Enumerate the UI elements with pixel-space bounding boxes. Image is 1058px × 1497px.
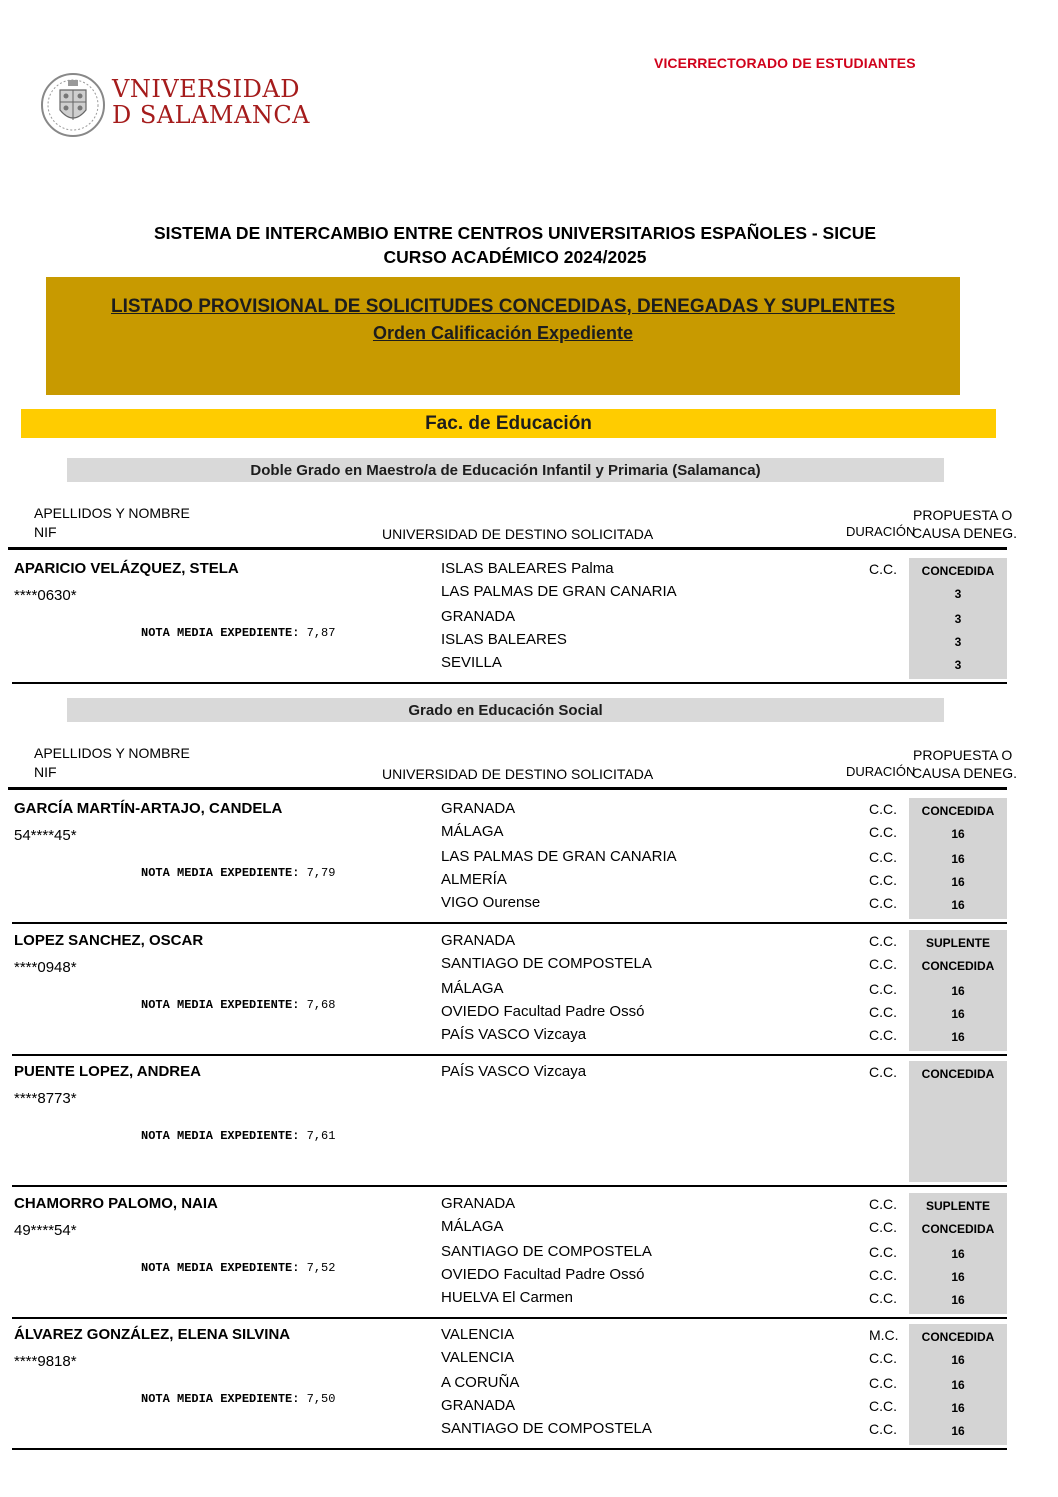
destination-university: GRANADA — [441, 608, 516, 625]
record-separator — [12, 1054, 1007, 1056]
nota-media-value: 7,52 — [306, 1261, 336, 1275]
destination-university: MÁLAGA — [441, 1218, 504, 1235]
record-separator — [12, 1317, 1007, 1319]
nota-media-label: NOTA MEDIA EXPEDIENTE: — [141, 1261, 300, 1275]
student-record — [0, 1324, 1058, 1454]
logo-wordmark-line1: VNIVERSIDAD — [112, 75, 300, 103]
duration-value: C.C. — [869, 1267, 897, 1283]
student-record — [0, 1061, 1058, 1191]
student-nif: 54****45* — [14, 827, 77, 844]
nota-media-value: 7,87 — [306, 626, 336, 640]
duration-value: C.C. — [869, 1196, 897, 1212]
student-nif: ****0948* — [14, 959, 77, 976]
result-value: CONCEDIDA — [921, 1067, 995, 1081]
record-separator — [12, 1448, 1007, 1450]
student-record — [0, 558, 1058, 688]
col-propuesta: PROPUESTA O — [913, 747, 1013, 763]
duration-value: C.C. — [869, 824, 897, 840]
record-separator — [12, 1185, 1007, 1187]
col-nif: NIF — [34, 524, 57, 540]
destination-university: PAÍS VASCO Vizcaya — [441, 1026, 587, 1043]
result-value: 16 — [951, 898, 965, 912]
destination-university: HUELVA El Carmen — [441, 1289, 573, 1306]
student-name: LOPEZ SANCHEZ, OSCAR — [14, 932, 204, 949]
duration-value: C.C. — [869, 1290, 897, 1306]
duration-value: C.C. — [869, 1375, 897, 1391]
result-value: 16 — [951, 827, 965, 841]
col-propuesta: PROPUESTA O — [913, 507, 1013, 523]
col-universidad: UNIVERSIDAD DE DESTINO SOLICITADA — [382, 526, 654, 542]
duration-value: C.C. — [869, 801, 897, 817]
col-apellidos: APELLIDOS Y NOMBRE — [34, 745, 190, 761]
result-value: 16 — [951, 1378, 965, 1392]
student-record — [0, 930, 1058, 1060]
destination-university: LAS PALMAS DE GRAN CANARIA — [441, 583, 677, 600]
duration-value: C.C. — [869, 895, 897, 911]
result-value: 16 — [951, 1293, 965, 1307]
vicerrectorado-heading: VICERRECTORADO DE ESTUDIANTES — [654, 55, 916, 71]
result-value: SUPLENTE — [925, 936, 990, 950]
result-value: 16 — [951, 875, 965, 889]
logo-wordmark — [112, 76, 310, 128]
result-value: CONCEDIDA — [921, 959, 995, 973]
listing-banner — [46, 277, 960, 395]
nota-media-label: NOTA MEDIA EXPEDIENTE: — [141, 1129, 300, 1143]
nota-media — [141, 1261, 335, 1275]
col-nif: NIF — [34, 764, 57, 780]
student-name: PUENTE LOPEZ, ANDREA — [14, 1063, 201, 1080]
duration-value: C.C. — [869, 561, 897, 577]
col-duracion: DURACIÓN — [846, 764, 916, 779]
result-value: 3 — [954, 658, 962, 672]
duration-value: C.C. — [869, 1027, 897, 1043]
destination-university: LAS PALMAS DE GRAN CANARIA — [441, 848, 677, 865]
record-separator — [12, 922, 1007, 924]
col-causa: CAUSA DENEG. — [912, 765, 1018, 781]
student-record — [0, 798, 1058, 928]
destination-university: PAÍS VASCO Vizcaya — [441, 1063, 587, 1080]
duration-value: C.C. — [869, 1219, 897, 1235]
result-value: 16 — [951, 1270, 965, 1284]
faculty-header: Fac. de Educación — [21, 409, 996, 438]
result-value: 16 — [951, 1247, 965, 1261]
destination-university: ISLAS BALEARES Palma — [441, 560, 614, 577]
page-title: SISTEMA DE INTERCAMBIO ENTRE CENTROS UNIVERSITARIOS ESPAÑOLES - SICUE — [153, 223, 877, 243]
result-value: 3 — [954, 612, 962, 626]
nota-media-value: 7,61 — [306, 1129, 336, 1143]
destination-university: VALENCIA — [441, 1349, 515, 1366]
col-causa: CAUSA DENEG. — [912, 525, 1018, 541]
result-value: 16 — [951, 1353, 965, 1367]
duration-value: M.C. — [869, 1327, 899, 1343]
column-headers — [0, 745, 1058, 805]
nota-media — [141, 1129, 335, 1143]
destination-university: MÁLAGA — [441, 980, 504, 997]
result-value: 3 — [954, 635, 962, 649]
duration-value: C.C. — [869, 1421, 897, 1437]
nota-media-label: NOTA MEDIA EXPEDIENTE: — [141, 1392, 300, 1406]
nota-media-value: 7,79 — [306, 866, 336, 880]
destination-university: VIGO Ourense — [441, 894, 541, 911]
student-nif: ****9818* — [14, 1353, 77, 1370]
student-nif: ****0630* — [14, 587, 77, 604]
col-apellidos: APELLIDOS Y NOMBRE — [34, 505, 190, 521]
degree-header: Doble Grado en Maestro/a de Educación Infantil y Primaria (Salamanca) — [67, 458, 944, 482]
header-rule — [8, 787, 1007, 790]
student-name: GARCÍA MARTÍN-ARTAJO, CANDELA — [14, 800, 283, 817]
duration-value: C.C. — [869, 956, 897, 972]
col-universidad: UNIVERSIDAD DE DESTINO SOLICITADA — [382, 766, 654, 782]
nota-media-label: NOTA MEDIA EXPEDIENTE: — [141, 626, 300, 640]
student-nif: ****8773* — [14, 1090, 77, 1107]
page-subtitle: CURSO ACADÉMICO 2024/2025 — [383, 247, 647, 267]
student-nif: 49****54* — [14, 1222, 77, 1239]
destination-university: VALENCIA — [441, 1326, 515, 1343]
nota-media-label: NOTA MEDIA EXPEDIENTE: — [141, 866, 300, 880]
nota-media — [141, 1392, 335, 1406]
logo-wordmark-line2: D SALAMANCA — [112, 101, 311, 129]
result-value: CONCEDIDA — [921, 1222, 995, 1236]
listing-banner-order: Orden Calificación Expediente — [372, 323, 634, 343]
duration-value: C.C. — [869, 849, 897, 865]
destination-university: GRANADA — [441, 932, 516, 949]
destination-university: SEVILLA — [441, 654, 502, 671]
duration-value: C.C. — [869, 1244, 897, 1260]
destination-university: SANTIAGO DE COMPOSTELA — [441, 1243, 652, 1260]
destination-university: A CORUÑA — [441, 1374, 520, 1391]
result-value: CONCEDIDA — [921, 804, 995, 818]
destination-university: OVIEDO Facultad Padre Ossó — [441, 1266, 645, 1283]
destination-university: SANTIAGO DE COMPOSTELA — [441, 1420, 652, 1437]
result-value: 3 — [954, 587, 962, 601]
result-value: CONCEDIDA — [921, 564, 995, 578]
nota-media — [141, 866, 335, 880]
destination-university: ISLAS BALEARES — [441, 631, 567, 648]
header-rule — [8, 547, 1007, 550]
duration-value: C.C. — [869, 933, 897, 949]
degree-header: Grado en Educación Social — [67, 698, 944, 722]
nota-media-label: NOTA MEDIA EXPEDIENTE: — [141, 998, 300, 1012]
result-value: 16 — [951, 1007, 965, 1021]
student-name: CHAMORRO PALOMO, NAIA — [14, 1195, 218, 1212]
student-record — [0, 1193, 1058, 1323]
result-value: 16 — [951, 852, 965, 866]
destination-university: GRANADA — [441, 1195, 516, 1212]
result-value: SUPLENTE — [925, 1199, 990, 1213]
duration-value: C.C. — [869, 1064, 897, 1080]
listing-banner-title: LISTADO PROVISIONAL DE SOLICITUDES CONCEDIDAS, DENEGADAS Y SUPLENTES — [110, 296, 896, 317]
nota-media-value: 7,50 — [306, 1392, 336, 1406]
record-separator — [12, 682, 1007, 684]
duration-value: C.C. — [869, 872, 897, 888]
student-name: APARICIO VELÁZQUEZ, STELA — [14, 560, 239, 577]
result-value: 16 — [951, 1401, 965, 1415]
duration-value: C.C. — [869, 1398, 897, 1414]
result-value: 16 — [951, 1424, 965, 1438]
duration-value: C.C. — [869, 981, 897, 997]
nota-media — [141, 626, 335, 640]
duration-value: C.C. — [869, 1004, 897, 1020]
column-headers — [0, 505, 1058, 565]
destination-university: MÁLAGA — [441, 823, 504, 840]
destination-university: GRANADA — [441, 800, 516, 817]
result-value: 16 — [951, 1030, 965, 1044]
student-name: ÁLVAREZ GONZÁLEZ, ELENA SILVINA — [14, 1326, 291, 1343]
col-duracion: DURACIÓN — [846, 524, 916, 539]
nota-media — [141, 998, 335, 1012]
nota-media-value: 7,68 — [306, 998, 336, 1012]
result-value: 16 — [951, 984, 965, 998]
destination-university: OVIEDO Facultad Padre Ossó — [441, 1003, 645, 1020]
destination-university: SANTIAGO DE COMPOSTELA — [441, 955, 652, 972]
destination-university: GRANADA — [441, 1397, 516, 1414]
result-value: CONCEDIDA — [921, 1330, 995, 1344]
destination-university: ALMERÍA — [441, 871, 507, 888]
duration-value: C.C. — [869, 1350, 897, 1366]
